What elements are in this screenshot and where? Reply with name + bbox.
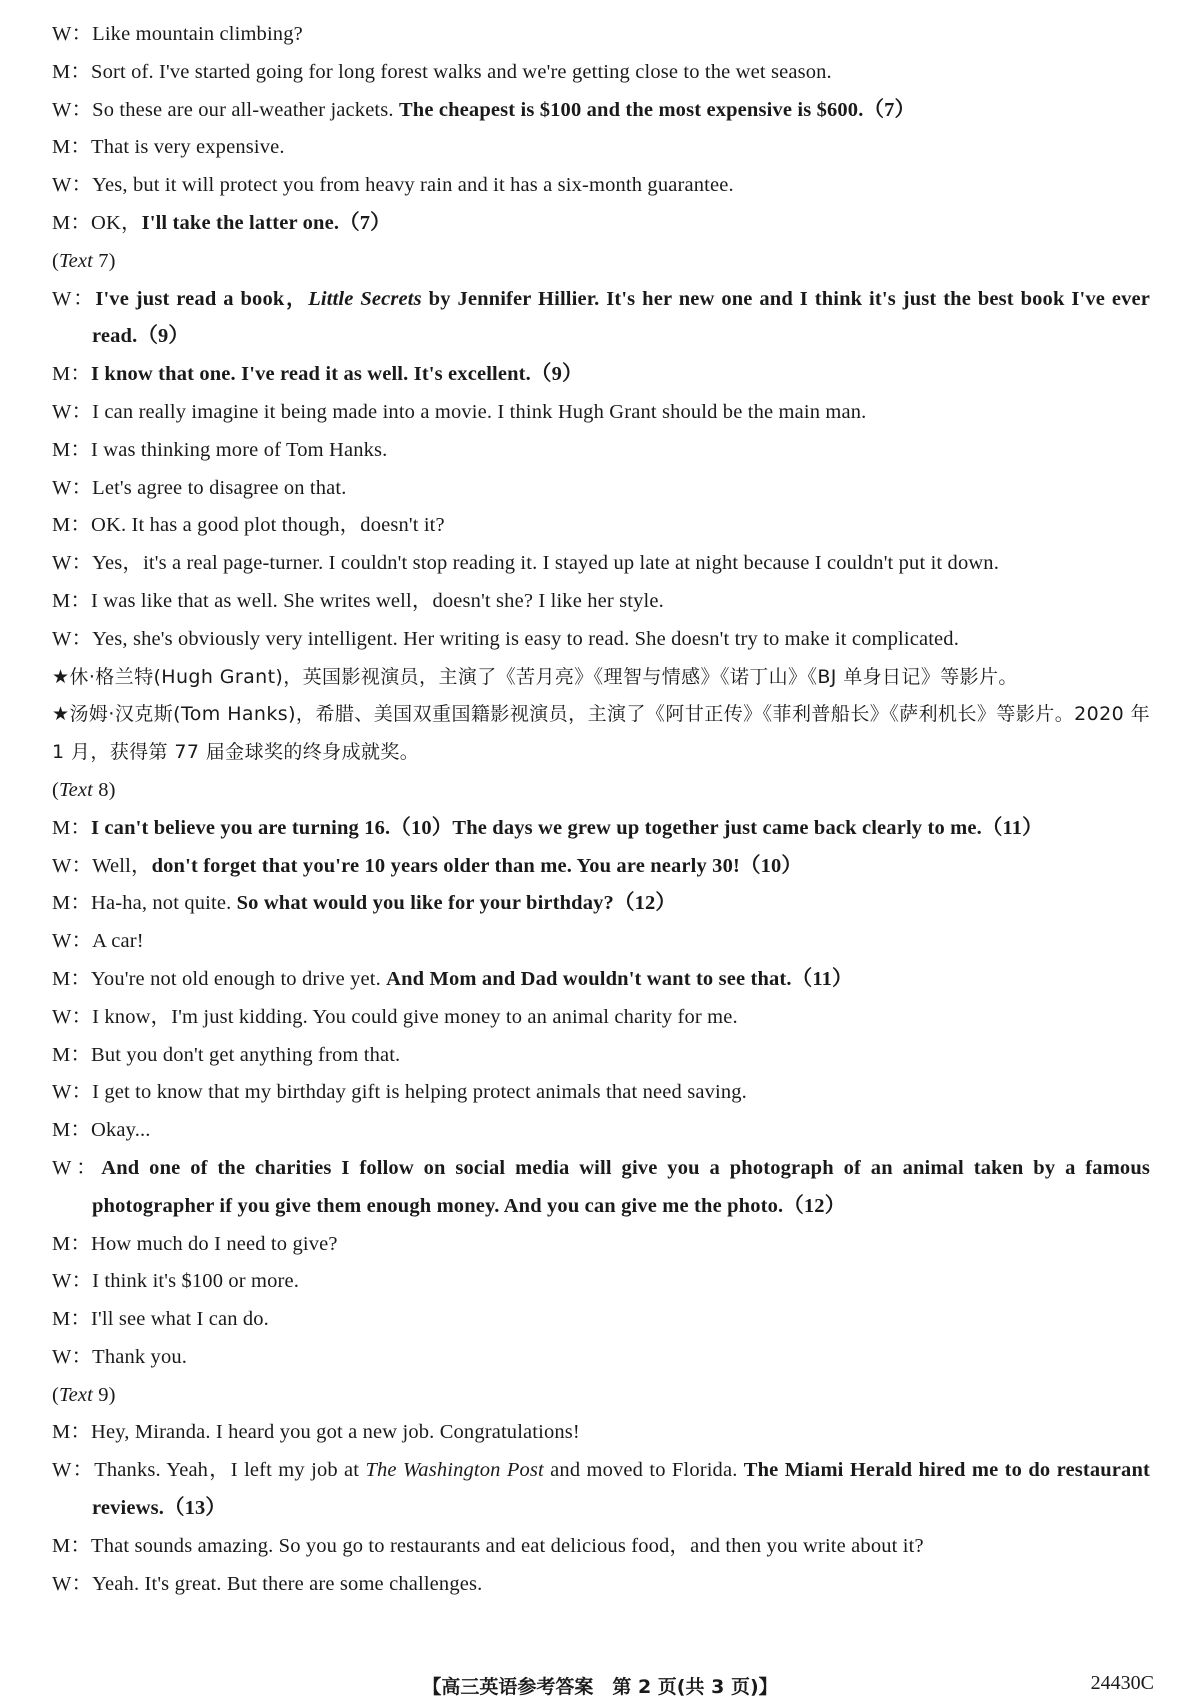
dialogue-line <box>52 507 1150 545</box>
line-text: I think it's $100 or more. <box>92 1270 300 1293</box>
dialogue-line <box>52 923 1150 961</box>
dialogue-line <box>52 999 1150 1037</box>
line-text: I was thinking more of Tom Hanks. <box>91 438 388 461</box>
speaker-label: M： <box>52 60 92 83</box>
line-text: Yes，it's a real page-turner. I couldn't stop reading it. I stayed up late at night because I couldn't put it down. <box>92 552 999 575</box>
speaker-label: W： <box>52 287 96 310</box>
speaker-label: M： <box>52 211 92 234</box>
line-text: I was like that as well. She writes well，doesn't she? I like her style. <box>91 589 664 612</box>
line-text: I get to know that my birthday gift is helping protect animals that need saving. <box>92 1081 747 1104</box>
line-text: Little Secrets <box>308 287 422 310</box>
line-text: Ha-ha, not quite. <box>91 892 237 915</box>
line-text: Text <box>58 249 93 272</box>
line-text: ?（12） <box>603 892 677 915</box>
speaker-label: W： <box>52 1345 93 1368</box>
line-text: ( <box>52 249 59 272</box>
note-line <box>52 696 1150 772</box>
dialogue-line <box>52 1150 1150 1226</box>
dialogue-line <box>52 432 1150 470</box>
dialogue-line <box>52 848 1150 886</box>
dialogue-line <box>52 167 1150 205</box>
line-text: I've just read a book， <box>95 287 309 310</box>
line-text: 9) <box>93 1383 116 1406</box>
dialogue-line <box>52 92 1150 130</box>
dialogue-line <box>52 281 1150 357</box>
speaker-label: M： <box>52 967 92 990</box>
line-text: So what would you like for your birthday <box>236 892 604 915</box>
line-text: Text <box>58 1383 93 1406</box>
dialogue-line <box>52 16 1150 54</box>
dialogue-line <box>52 961 1150 999</box>
speaker-label: M： <box>52 1232 92 1255</box>
dialogue-line <box>52 583 1150 621</box>
speaker-label: M： <box>52 363 92 386</box>
speaker-label: M： <box>52 1534 92 1557</box>
speaker-label: W： <box>52 1572 93 1595</box>
dialogue-line <box>52 772 1150 810</box>
dialogue-line <box>52 1226 1150 1264</box>
line-text: But you don't get anything from that. <box>91 1043 401 1066</box>
line-text: I know that one. I've read it as well. It's excellent.（9） <box>91 363 583 386</box>
footer-doc-code: 24430C <box>1090 1672 1154 1694</box>
line-text: And one of the charities I follow on social media will give you a photograph of an animal taken by a famous photographer if you give them enough money. And you can give me the photo.（12） <box>92 1156 1150 1217</box>
line-text: I'll take the latter one.（7） <box>141 211 391 234</box>
line-text: A car! <box>92 930 144 953</box>
line-text: I can't believe you are turning 16.（10）The days we grew up together just came back clearly to me.（11） <box>91 816 1043 839</box>
speaker-label: W： <box>52 174 93 197</box>
line-text: Okay... <box>91 1119 151 1142</box>
speaker-label: M： <box>52 1043 92 1066</box>
transcript-body <box>52 16 1150 1603</box>
line-text: You're not old enough to drive yet. <box>91 967 387 990</box>
line-text: 8) <box>93 778 116 801</box>
dialogue-line <box>52 243 1150 281</box>
dialogue-line <box>52 1037 1150 1075</box>
dialogue-line <box>52 356 1150 394</box>
speaker-label: W： <box>52 476 93 499</box>
page-footer <box>0 1672 1200 1702</box>
line-text: Yes, but it will protect you from heavy rain and it has a six-month guarantee. <box>92 174 734 197</box>
line-text: Thank you. <box>92 1345 188 1368</box>
line-text: Yes, she's obviously very intelligent. Her writing is easy to read. She doesn't try to make it complicated. <box>92 627 959 650</box>
speaker-label: W： <box>52 552 93 575</box>
speaker-label: W： <box>52 23 93 45</box>
speaker-label: W： <box>52 1156 102 1179</box>
line-text: That is very expensive. <box>91 136 285 159</box>
line-text: and moved to Florida. <box>543 1459 744 1482</box>
speaker-label: M： <box>52 438 92 461</box>
line-text: 7) <box>93 249 116 272</box>
line-text: Sort of. I've started going for long forest walks and we're getting close to the wet season. <box>91 60 832 83</box>
dialogue-line <box>52 1339 1150 1377</box>
line-text: ★休·格兰特(Hugh Grant)，英国影视演员，主演了《苦月亮》《理智与情感》《诺丁山》《BJ 单身日记》等影片。 <box>52 665 1018 688</box>
dialogue-line <box>52 470 1150 508</box>
line-text: I can really imagine it being made into a movie. I think Hugh Grant should be the main man. <box>92 400 867 423</box>
dialogue-line <box>52 1566 1150 1604</box>
line-text: ( <box>52 1383 59 1406</box>
dialogue-line <box>52 1452 1150 1528</box>
dialogue-line <box>52 394 1150 432</box>
speaker-label: W： <box>52 400 93 423</box>
speaker-label: W： <box>52 1459 95 1482</box>
speaker-label: W： <box>52 98 93 121</box>
line-text: I'll see what I can do. <box>91 1308 269 1331</box>
dialogue-line <box>52 54 1150 92</box>
line-text: So these are our all-weather jackets. <box>92 98 399 121</box>
line-text: That sounds amazing. So you go to restaurants and eat delicious food，and then you write about it? <box>91 1534 924 1557</box>
speaker-label: M： <box>52 136 92 159</box>
line-text: ★汤姆·汉克斯(Tom Hanks)，希腊、美国双重国籍影视演员，主演了《阿甘正传》《菲利普船长》《萨利机长》等影片。2020 年 1 月，获得第 77 届金球奖的终身成就奖。 <box>52 703 1150 764</box>
speaker-label: W： <box>52 627 93 650</box>
line-text: by Jennifer Hillier. It's her new one and I think it's just the best book I've ever read.（9） <box>92 287 1150 348</box>
line-text: OK， <box>91 211 142 234</box>
dialogue-line <box>52 1528 1150 1566</box>
speaker-label: M： <box>52 816 92 839</box>
speaker-label: M： <box>52 1421 92 1444</box>
line-text: Thanks. Yeah，I left my job at <box>94 1459 366 1482</box>
line-text: ( <box>52 778 59 801</box>
line-text: Let's agree to disagree on that. <box>92 476 347 499</box>
speaker-label: W： <box>52 1005 93 1028</box>
dialogue-line <box>52 545 1150 583</box>
dialogue-line <box>52 1112 1150 1150</box>
speaker-label: M： <box>52 892 92 915</box>
footer-page-info: 【高三英语参考答案 第 2 页(共 3 页)】 <box>422 1676 778 1698</box>
dialogue-line <box>52 129 1150 167</box>
line-text: Yeah. It's great. But there are some challenges. <box>92 1572 483 1595</box>
line-text: don't forget that you're 10 years older than me. You are nearly 30!（10） <box>151 854 803 877</box>
line-text: I know，I'm just kidding. You could give money to an animal charity for me. <box>92 1005 738 1028</box>
dialogue-line <box>52 1301 1150 1339</box>
speaker-label: W： <box>52 1270 93 1293</box>
line-text: The Miami Herald hired me to do restaurant reviews.（13） <box>92 1459 1150 1520</box>
line-text: Well， <box>92 854 152 877</box>
line-text: The cheapest is $100 and the most expensive is $600.（7） <box>398 98 916 121</box>
dialogue-line <box>52 205 1150 243</box>
dialogue-line <box>52 885 1150 923</box>
speaker-label: W： <box>52 854 93 877</box>
dialogue-line <box>52 1074 1150 1112</box>
line-text: How much do I need to give? <box>91 1232 338 1255</box>
dialogue-line <box>52 810 1150 848</box>
dialogue-line <box>52 1377 1150 1415</box>
speaker-label: W： <box>52 930 93 953</box>
line-text: And Mom and Dad wouldn't want to see that.（11） <box>386 967 853 990</box>
note-line <box>52 659 1150 697</box>
line-text: Text <box>58 778 93 801</box>
line-text: The Washington Post <box>365 1459 544 1482</box>
dialogue-line <box>52 621 1150 659</box>
line-text: Like mountain climbing? <box>92 23 303 45</box>
dialogue-line <box>52 1414 1150 1452</box>
speaker-label: W： <box>52 1081 93 1104</box>
speaker-label: M： <box>52 589 92 612</box>
speaker-label: M： <box>52 1119 92 1142</box>
speaker-label: M： <box>52 514 92 537</box>
speaker-label: M： <box>52 1308 92 1331</box>
dialogue-line <box>52 1263 1150 1301</box>
line-text: OK. It has a good plot though，doesn't it? <box>91 514 445 537</box>
line-text: Hey, Miranda. I heard you got a new job. Congratulations! <box>91 1421 580 1444</box>
